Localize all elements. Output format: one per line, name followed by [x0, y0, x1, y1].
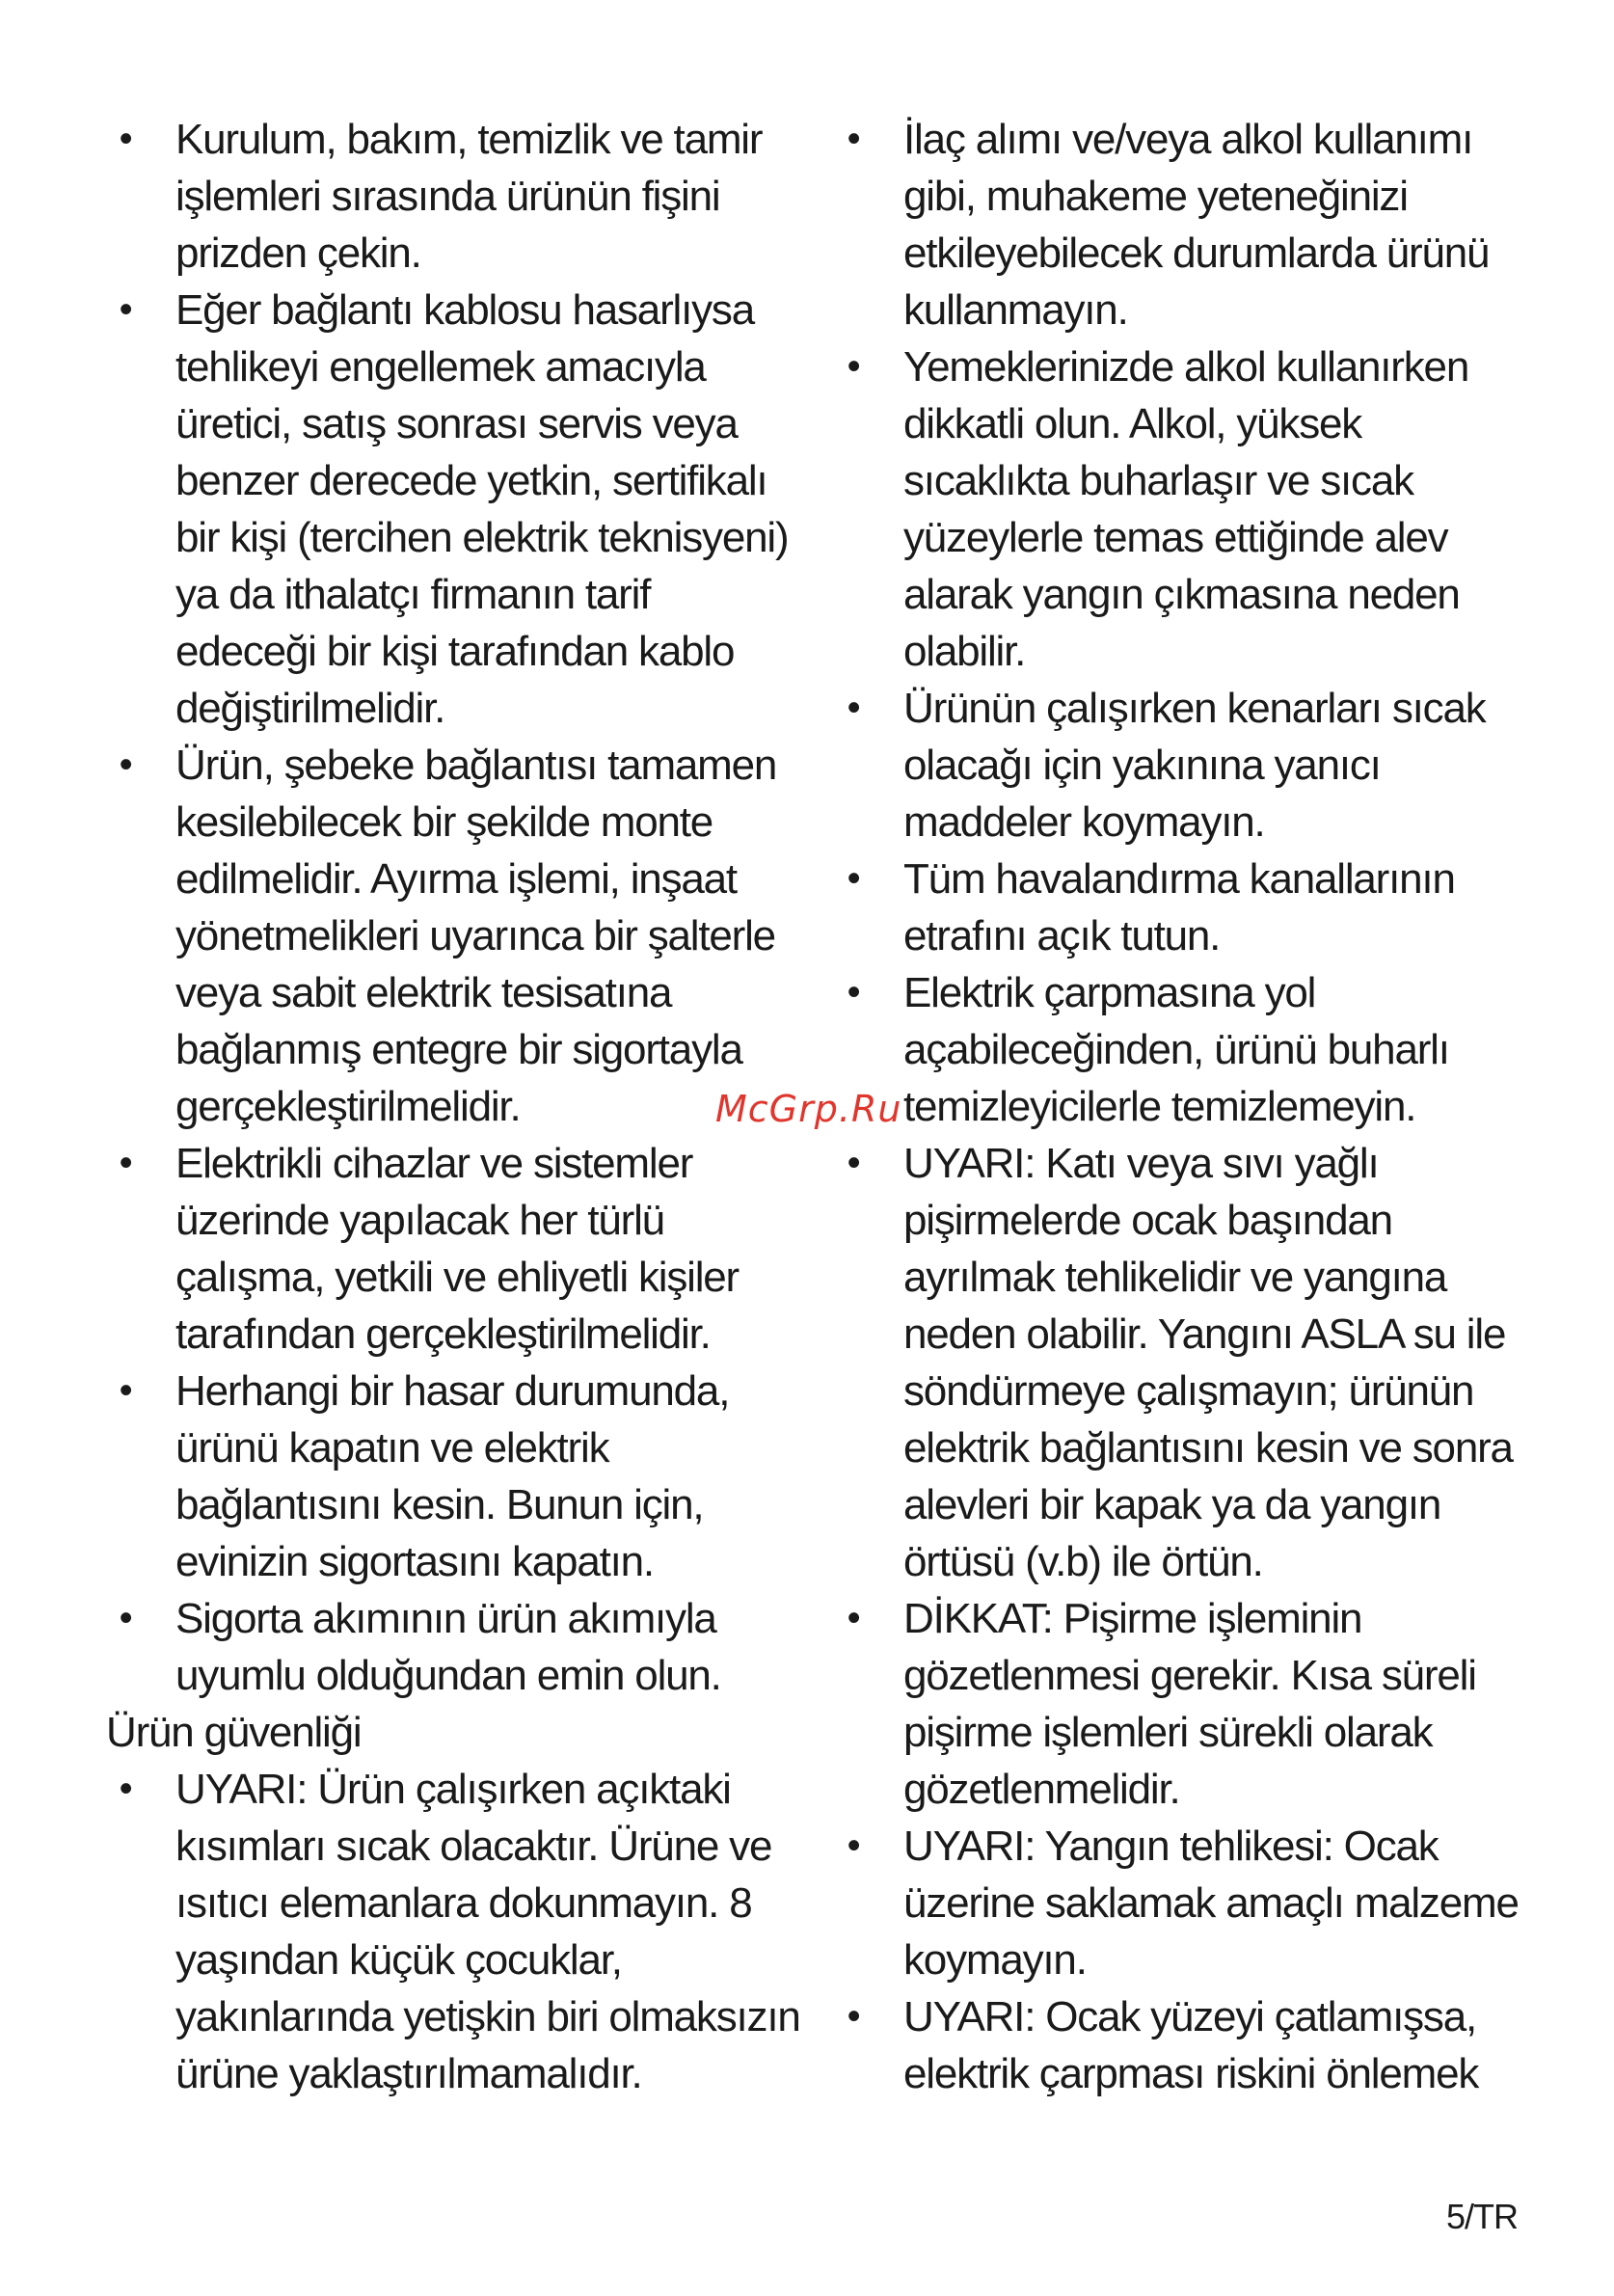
bullet-icon: •	[847, 1597, 860, 1639]
bullet-icon: •	[119, 1369, 132, 1412]
bullet-icon: •	[847, 971, 860, 1013]
bullet-icon: •	[847, 687, 860, 729]
left-column	[106, 111, 800, 2102]
list-item: • Yemeklerinizde alkol kullanırken dikkatli olun. Alkol, yüksek sıcaklıkta buharlaşır ve sıcak yüzeylerle temas ettiğinde alev alarak yangın çıkmasına neden olabilir.	[834, 338, 1528, 680]
bullet-icon: •	[847, 857, 860, 900]
list-item: • UYARI: Yangın tehlikesi: Ocak üzerine saklamak amaçlı malzeme koymayın.	[834, 1818, 1528, 1988]
bullet-icon: •	[119, 1142, 132, 1184]
list-item: • Tüm havalandırma kanallarının etrafını açık tutun.	[834, 851, 1528, 964]
list-item: • Ürünün çalışırken kenarları sıcak olacağı için yakınına yanıcı maddeler koymayın.	[834, 680, 1528, 851]
bullet-icon: •	[119, 288, 132, 331]
safety-list-continued	[834, 111, 1528, 2102]
right-column	[834, 111, 1528, 2102]
bullet-icon: •	[847, 345, 860, 388]
list-item: • Elektrik çarpmasına yol açabileceğinden, ürünü buharlı temizleyicilerle temizlemeyin.	[834, 964, 1528, 1135]
bullet-icon: •	[119, 743, 132, 786]
section-heading: Ürün güvenliği	[106, 1709, 362, 1756]
list-item: • Herhangi bir hasar durumunda, ürünü kapatın ve elektrik bağlantısını kesin. Bunun için, evinizin sigortasını kapatın.	[106, 1363, 800, 1590]
list-item: • Sigorta akımının ürün akımıyla uyumlu olduğundan emin olun.	[106, 1590, 800, 1704]
list-item: • UYARI: Ocak yüzeyi çatlamışsa, elektrik çarpması riskini önlemek	[834, 1988, 1528, 2102]
safety-list-product	[106, 1761, 800, 2102]
bullet-icon: •	[119, 118, 132, 160]
list-item: • Kurulum, bakım, temizlik ve tamir işlemleri sırasında ürünün fişini prizden çekin.	[106, 111, 800, 282]
bullet-icon: •	[119, 1768, 132, 1810]
safety-list-general	[106, 111, 800, 1704]
list-item: • Eğer bağlantı kablosu hasarlıysa tehlikeyi engellemek amacıyla üretici, satış sonrası servis veya benzer derecede yetkin, sertifikalı bir kişi (tercihen elektrik teknisyeni) ya da ithalatçı firmanın tarif edeceği bir kişi tarafından kablo değiştirilmelidir.	[106, 282, 800, 737]
list-item: • DİKKAT: Pişirme işleminin gözetlenmesi gerekir. Kısa süreli pişirme işlemleri sürekli olarak gözetlenmelidir.	[834, 1590, 1528, 1818]
bullet-icon: •	[847, 1995, 860, 2038]
bullet-icon: •	[119, 1597, 132, 1639]
bullet-icon: •	[847, 118, 860, 160]
list-item: • UYARI: Ürün çalışırken açıktaki kısımları sıcak olacaktır. Ürüne ve ısıtıcı elemanlara dokunmayın. 8 yaşından küçük çocuklar, yakınlarında yetişkin biri olmaksızın ürüne yaklaştırılmamalıdır.	[106, 1761, 800, 2102]
bullet-icon: •	[847, 1142, 860, 1184]
list-item: • Ürün, şebeke bağlantısı tamamen kesilebilecek bir şekilde monte edilmelidir. Ayırma işlemi, inşaat yönetmelikleri uyarınca bir şalterle veya sabit elektrik tesisatına bağlanmış entegre bir sigortayla gerçekleştirilmelidir.	[106, 737, 800, 1135]
bullet-icon: •	[847, 1824, 860, 1867]
list-item: • İlaç alımı ve/veya alkol kullanımı gibi, muhakeme yeteneğinizi etkileyebilecek durumlarda ürünü kullanmayın.	[834, 111, 1528, 338]
watermark: McGrp.Ru	[715, 1088, 902, 1130]
list-item: • Elektrikli cihazlar ve sistemler üzerinde yapılacak her türlü çalışma, yetkili ve ehliyetli kişiler tarafından gerçekleştirilmelidir.	[106, 1135, 800, 1363]
list-item: • UYARI: Katı veya sıvı yağlı pişirmelerde ocak başından ayrılmak tehlikelidir ve yangına neden olabilir. Yangını ASLA su ile söndürmeye çalışmayın; ürünün elektrik bağlantısını kesin ve sonra alevleri bir kapak ya da yangın örtüsü (v.b) ile örtün.	[834, 1135, 1528, 1590]
